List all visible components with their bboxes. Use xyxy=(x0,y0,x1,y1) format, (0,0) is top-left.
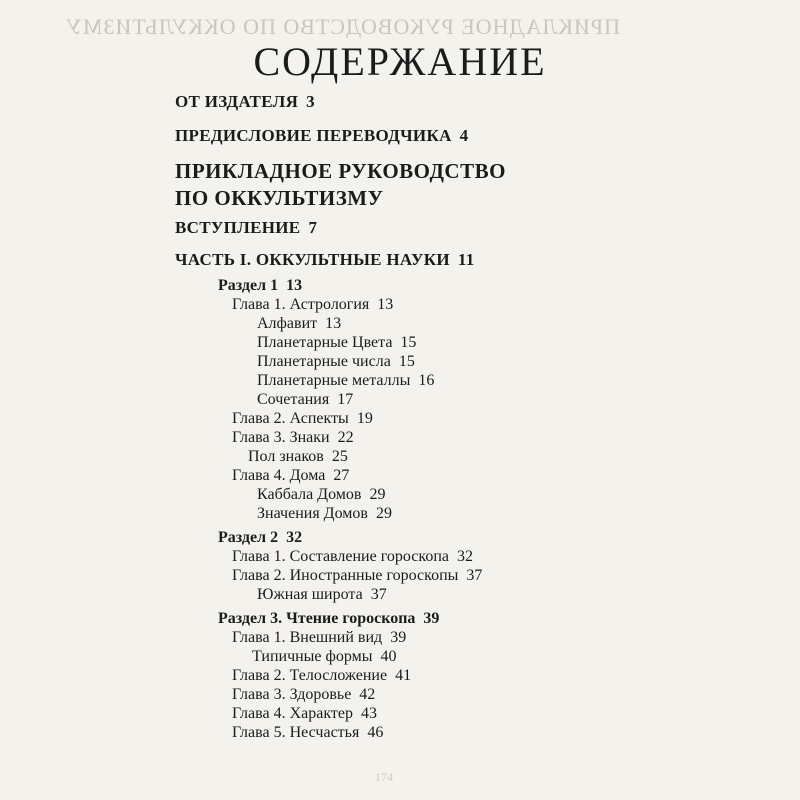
toc-entry-page: 29 xyxy=(369,486,386,503)
toc-entry-page: 19 xyxy=(356,410,373,427)
toc-entry-title: Пол знаков xyxy=(248,448,324,465)
toc-entry-page: 43 xyxy=(361,705,377,722)
toc-entry-title: Глава 2. Телосложение xyxy=(232,667,388,684)
toc-entry-page: 27 xyxy=(333,467,350,484)
toc-entry-page: 17 xyxy=(337,391,354,408)
toc-entry-title: Алфавит xyxy=(257,315,318,332)
bleed-through-text: ПРИКЛАДНОЕ РУКОВОДСТВО ПО ОККУЛЬТИЗМУ xyxy=(65,14,620,39)
toc-entry-page: 13 xyxy=(325,315,342,332)
toc-entry-page: 13 xyxy=(377,296,394,313)
toc-entry-page: 11 xyxy=(457,250,475,269)
toc-entry-title: Глава 3. Здоровье xyxy=(232,686,352,703)
part-heading-line-2: ПО ОККУЛЬТИЗМУ xyxy=(175,186,384,210)
toc-entry-title: Глава 1. Астрология xyxy=(232,296,370,313)
toc-entry-title: Планетарные металлы xyxy=(257,372,411,389)
toc-entry-title: Глава 2. Иностранные гороскопы xyxy=(232,567,459,584)
toc-entry-title: Глава 1. Внешний вид xyxy=(232,629,383,646)
toc-entry-page: 40 xyxy=(380,648,397,665)
toc-entry-page: 37 xyxy=(370,586,387,603)
toc-entry-page: 32 xyxy=(286,529,303,546)
part-heading xyxy=(175,158,506,212)
toc-entry-title: Значения Домов xyxy=(257,505,368,522)
toc-entry-title: Раздел 1 xyxy=(218,277,279,294)
toc-entry-title: Планетарные числа xyxy=(257,353,391,370)
toc-entry-page: 7 xyxy=(308,218,318,237)
toc-entry-title: Раздел 2 xyxy=(218,529,279,546)
toc-entry-title: Глава 1. Составление гороскопа xyxy=(232,548,449,565)
toc-entry-page: 42 xyxy=(359,686,376,703)
toc-entry-title: ПРЕДИСЛОВИЕ ПЕРЕВОДЧИКА xyxy=(175,126,452,145)
toc-entry-page: 4 xyxy=(459,126,469,145)
toc-entry-page: 39 xyxy=(390,629,407,646)
toc-entry-page: 32 xyxy=(456,548,473,565)
toc-entry-page: 39 xyxy=(423,610,440,627)
toc-entry-title: Глава 4. Характер xyxy=(232,705,353,722)
toc-entry-title: Южная широта xyxy=(257,586,363,603)
toc-entry-title: Типичные формы xyxy=(252,648,373,665)
toc-entry-page: 25 xyxy=(331,448,348,465)
toc-entry-page: 46 xyxy=(367,724,384,741)
toc-entry-page: 13 xyxy=(286,277,303,294)
toc-entry-title: Глава 3. Знаки xyxy=(232,429,330,446)
toc-entry-title: ОТ ИЗДАТЕЛЯ xyxy=(175,92,299,111)
toc-entry-title: Глава 2. Аспекты xyxy=(232,410,349,427)
toc-entry-page: 15 xyxy=(400,334,417,351)
toc-entry-title: Глава 5. Несчастья xyxy=(232,724,360,741)
toc-entry-title: ЧАСТЬ I. ОККУЛЬТНЫЕ НАУКИ xyxy=(175,250,450,269)
toc-entry-title: Раздел 3. Чтение гороскопа xyxy=(218,610,416,627)
toc-entry-page: 41 xyxy=(395,667,412,684)
toc-entry-page: 22 xyxy=(337,429,354,446)
toc-entry-title: ВСТУПЛЕНИЕ xyxy=(175,218,301,237)
faint-page-number: 174 xyxy=(375,770,393,784)
toc-entry-title: Глава 4. Дома xyxy=(232,467,326,484)
toc-entry-page: 37 xyxy=(466,567,483,584)
toc-entry-page: 16 xyxy=(418,372,435,389)
toc-entry-title: Каббала Домов xyxy=(257,486,362,503)
toc-entry-title: Планетарные Цвета xyxy=(257,334,393,351)
part-heading-line-1: ПРИКЛАДНОЕ РУКОВОДСТВО xyxy=(175,159,506,183)
toc-entry-page: 15 xyxy=(398,353,415,370)
toc-entry-title: Сочетания xyxy=(257,391,330,408)
toc-entry-page: 29 xyxy=(375,505,392,522)
toc-entry-page: 3 xyxy=(306,92,315,111)
page-title: СОДЕРЖАНИЕ xyxy=(253,39,547,84)
